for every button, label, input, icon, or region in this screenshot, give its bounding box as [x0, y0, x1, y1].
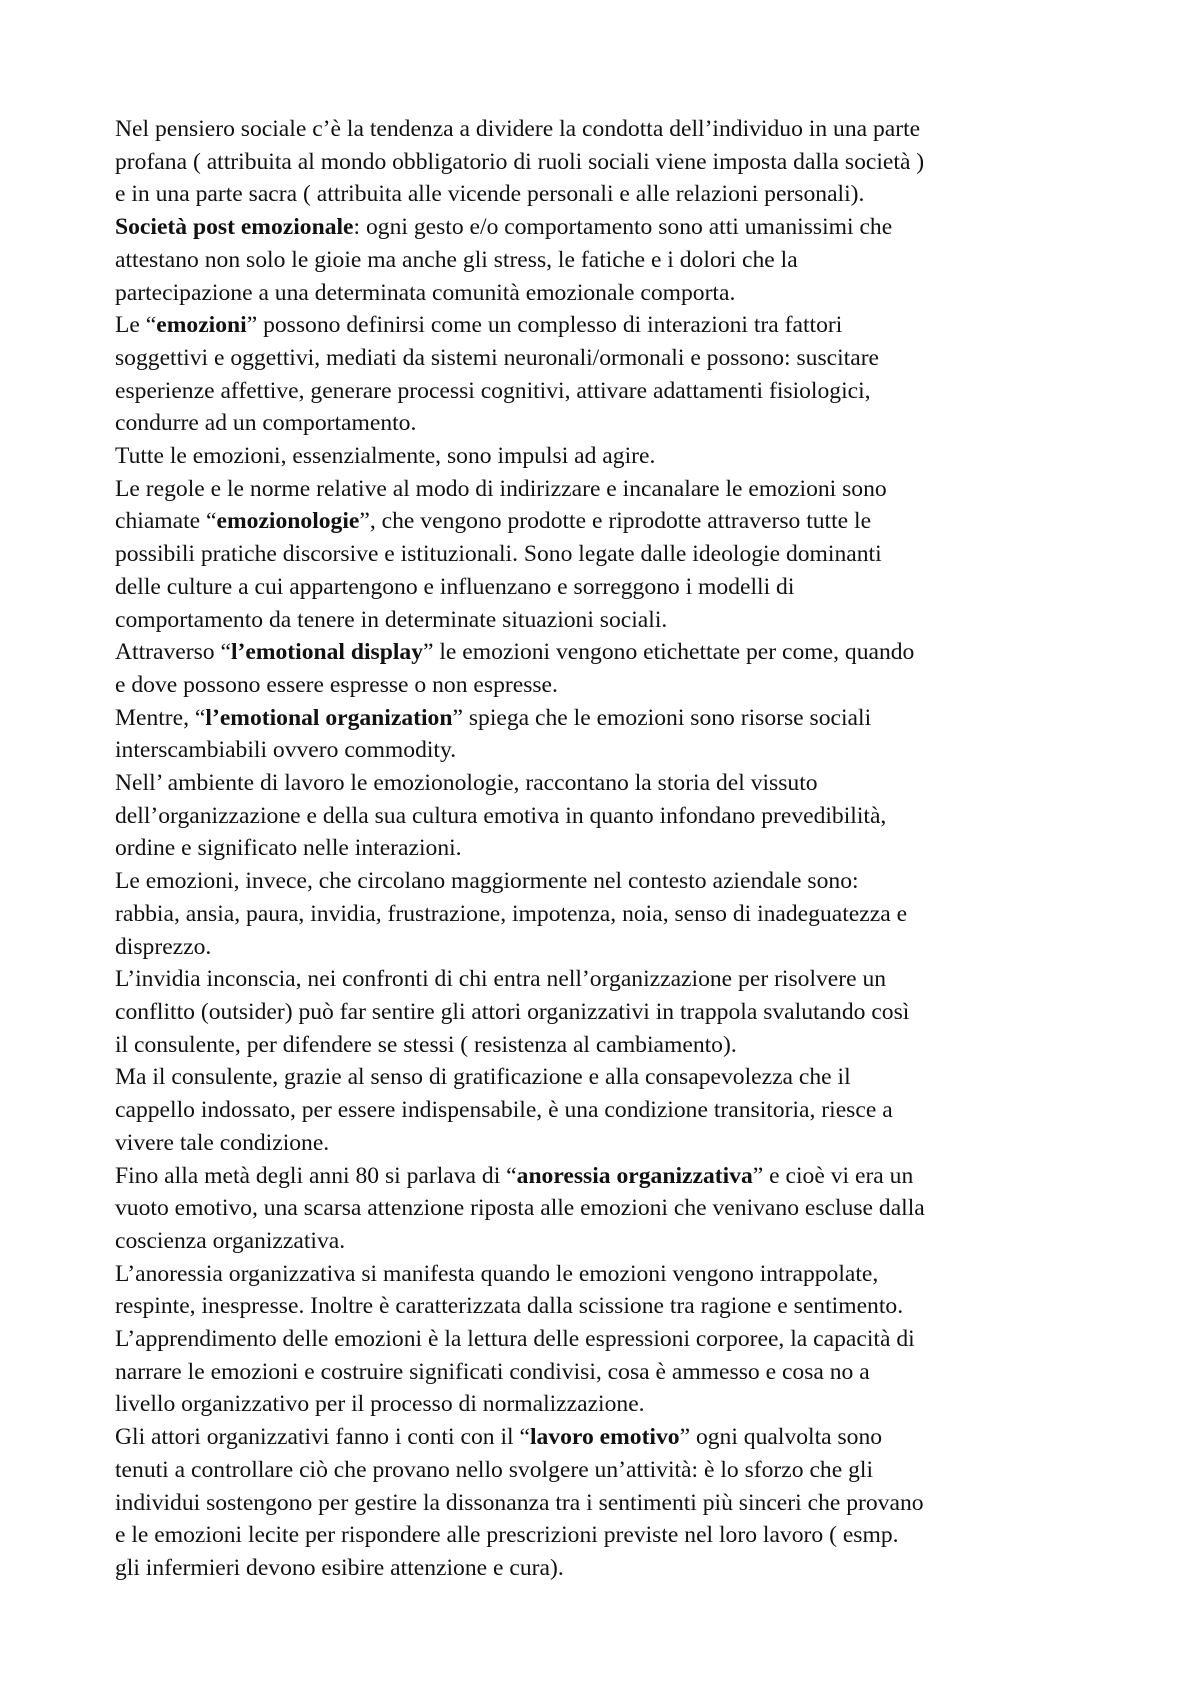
text-line: vuoto emotivo, una scarsa attenzione riposta alle emozioni che venivano escluse dalla — [115, 1195, 925, 1222]
term-emotional-display: l’emotional display — [230, 639, 423, 666]
term-societa-post-emozionale: Società post emozionale — [115, 214, 354, 241]
text-fragment: ” — [423, 639, 440, 666]
text-line: delle culture a cui appartengono e influenzano e sorreggono i modelli di — [115, 573, 795, 600]
text-line: Le regole e le norme relative al modo di indirizzare e incanalare le emozioni sono — [115, 475, 887, 502]
text-fragment: Gli attori organizzativi fanno i conti con il “ — [115, 1424, 530, 1451]
term-emotional-organization: l’emotional organization — [205, 704, 453, 731]
text-fragment: ” — [452, 704, 469, 731]
term-emozionologie: emozionologie — [216, 508, 360, 535]
text-fragment: ” — [246, 312, 264, 339]
document-page — [115, 113, 1115, 1585]
text-line: Nel pensiero sociale c’è la tendenza a dividere la condotta dell’individuo in una parte — [115, 116, 921, 142]
text-line — [115, 211, 1115, 244]
text-fragment: : — [353, 214, 366, 241]
text-line — [115, 636, 1115, 669]
text-line — [115, 1160, 1115, 1193]
text-line: L’invidia inconscia, nei confronti di chi entra nell’organizzazione per risolvere un — [115, 966, 887, 993]
text-line: individui sostengono per gestire la dissonanza tra i sentimenti più sinceri che provano — [115, 1489, 924, 1516]
text-line: comportamento da tenere in determinate situazioni sociali. — [115, 606, 668, 633]
text-fragment: Le “ — [115, 312, 157, 339]
term-lavoro-emotivo: lavoro emotivo — [529, 1424, 680, 1451]
text-fragment: , che vengono prodotte e riprodotte attraverso tutte le — [369, 508, 872, 535]
text-line: Le emozioni, invece, che circolano maggiormente nel contesto aziendale sono: — [115, 868, 859, 895]
text-fragment: ” — [359, 508, 370, 535]
text-line: Ma il consulente, grazie al senso di gratificazione e alla consapevolezza che il — [115, 1064, 851, 1091]
text-fragment: Mentre, “ — [115, 704, 206, 731]
term-emozioni: emozioni — [156, 312, 247, 339]
text-line: e in una parte sacra ( attribuita alle vicende personali e alle relazioni personali). — [115, 181, 865, 208]
text-fragment: spiega che le emozioni sono risorse sociali — [468, 704, 872, 731]
text-line: L’apprendimento delle emozioni è la lettura delle espressioni corporee, la capacità di — [115, 1326, 915, 1353]
text-line: conflitto (outsider) può far sentire gli attori organizzativi in trappola svalutando così — [115, 998, 910, 1025]
text-line: rabbia, ansia, paura, invidia, frustrazione, impotenza, noia, senso di inadeguatezza e — [115, 900, 908, 927]
text-fragment: ogni qualvolta sono — [695, 1424, 883, 1451]
text-line: condurre ad un comportamento. — [115, 410, 417, 437]
text-line: disprezzo. — [115, 933, 212, 960]
text-fragment: Attraverso “ — [115, 639, 231, 666]
text-line: il consulente, per difendere se stessi ( resistenza al cambiamento). — [115, 1031, 737, 1058]
text-line: profana ( attribuita al mondo obbligatorio di ruoli sociali viene imposta dalla società ) — [115, 148, 925, 175]
term-anoressia-organizzativa: anoressia organizzativa — [516, 1162, 753, 1189]
text-line: L’anoressia organizzativa si manifesta quando le emozioni vengono intrappolate, — [115, 1260, 879, 1287]
text-fragment: possono definirsi come un complesso di interazioni tra fattori — [263, 312, 843, 339]
text-line: e dove possono essere espresse o non espresse. — [115, 671, 558, 698]
text-line: cappello indossato, per essere indispensabile, è una condizione transitoria, riesce a — [115, 1097, 893, 1124]
text-fragment: ” — [752, 1162, 770, 1189]
text-line: livello organizzativo per il processo di normalizzazione. — [115, 1391, 645, 1418]
text-line: narrare le emozioni e costruire significati condivisi, cosa è ammesso e cosa no a — [115, 1358, 870, 1385]
text-line: Tutte le emozioni, essenzialmente, sono impulsi ad agire. — [115, 443, 656, 470]
text-line: partecipazione a una determinata comunità emozionale comporta. — [115, 279, 736, 306]
text-line: tenuti a controllare ciò che provano nello svolgere un’attività: è lo sforzo che gli — [115, 1456, 874, 1483]
text-line: soggettivi e oggettivi, mediati da sistemi neuronali/ormonali e possono: suscitare — [115, 344, 880, 371]
text-line — [115, 309, 1115, 342]
text-line: ordine e significato nelle interazioni. — [115, 835, 462, 862]
text-line: respinte, inespresse. Inoltre è caratterizzata dalla scissione tra ragione e sentimento. — [115, 1293, 904, 1320]
text-fragment: chiamate “ — [115, 508, 217, 535]
text-line: e le emozioni lecite per rispondere alle prescrizioni previste nel loro lavoro ( esmp. — [115, 1522, 899, 1549]
text-line: Nell’ ambiente di lavoro le emozionologie, raccontano la storia del vissuto — [115, 770, 818, 797]
text-line — [115, 1421, 1115, 1454]
text-line — [115, 702, 1115, 735]
text-line — [115, 505, 1115, 538]
text-fragment: Fino alla metà degli anni 80 si parlava di “ — [115, 1162, 517, 1189]
text-line: esperienze affettive, generare processi cognitivi, attivare adattamenti fisiologici, — [115, 377, 871, 404]
text-fragment: ogni gesto e/o comportamento sono atti umanissimi che — [366, 214, 893, 241]
text-line: interscambiabili ovvero commodity. — [115, 737, 457, 764]
text-line: attestano non solo le gioie ma anche gli stress, le fatiche e i dolori che la — [115, 246, 798, 273]
text-line: dell’organizzazione e della sua cultura emotiva in quanto infondano prevedibilità, — [115, 802, 887, 829]
text-fragment: le emozioni vengono etichettate per come, quando — [439, 639, 915, 666]
text-line: possibili pratiche discorsive e istituzionali. Sono legate dalle ideologie dominanti — [115, 541, 882, 568]
text-fragment: ” — [679, 1424, 696, 1451]
text-line: gli infermieri devono esibire attenzione e cura). — [115, 1554, 564, 1581]
text-line: coscienza organizzativa. — [115, 1227, 346, 1254]
text-line: vivere tale condizione. — [115, 1129, 330, 1156]
text-fragment: e cioè vi era un — [769, 1162, 914, 1189]
